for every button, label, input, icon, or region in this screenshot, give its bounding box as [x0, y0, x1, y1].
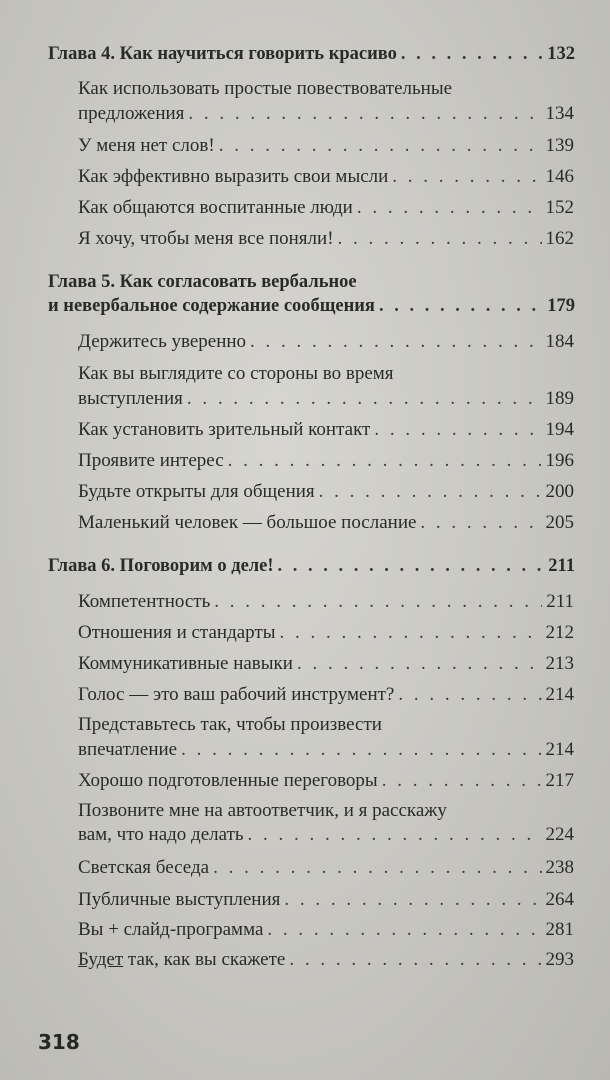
toc-item-label: Компетентность: [78, 591, 211, 612]
dot-leader: [392, 165, 541, 189]
toc-item-label: Светская беседа: [78, 857, 210, 878]
dot-leader: [420, 511, 541, 535]
dot-leader: [284, 888, 541, 912]
toc-item-label: Хорошо подготовленные переговоры: [78, 770, 378, 791]
page-number: 189: [545, 388, 574, 409]
dot-leader: [181, 738, 541, 762]
toc-item: [78, 165, 574, 189]
dot-leader: [267, 918, 541, 942]
page-number: 264: [545, 889, 574, 910]
page-number: 281: [545, 919, 574, 940]
toc-item: [78, 511, 574, 535]
dot-leader: [188, 102, 541, 126]
page-number: 224: [545, 824, 574, 845]
dot-leader: [278, 556, 545, 577]
toc-item: [78, 227, 574, 251]
toc-item: [78, 590, 574, 614]
page-number: 162: [545, 228, 574, 249]
dot-leader: [213, 856, 541, 880]
toc-item: [78, 480, 574, 504]
toc-item-label: предложения: [78, 103, 185, 124]
page-number: 293: [545, 949, 574, 970]
toc-item: [78, 823, 574, 847]
toc-item: [78, 330, 574, 354]
dot-leader: [401, 44, 543, 65]
page-number: 200: [545, 481, 574, 502]
toc-item: [78, 102, 574, 126]
toc-item: [78, 769, 574, 793]
dot-leader: [379, 296, 543, 317]
page-number: 152: [545, 197, 574, 218]
dot-leader: [338, 227, 542, 251]
page-number: 214: [545, 739, 574, 760]
page-number: 213: [545, 653, 574, 674]
chapter-4-entry: [48, 44, 575, 68]
chapter-title: Глава 4. Как научиться говорить красиво: [48, 44, 397, 64]
page-number: 214: [545, 684, 574, 705]
page-number: 139: [545, 135, 574, 156]
page-number: 196: [545, 450, 574, 471]
page-number: 184: [545, 331, 574, 352]
toc-item-label: Отношения и стандарты: [78, 622, 276, 643]
chapter-title-line: Глава 5. Как согласовать вербальное: [48, 272, 357, 292]
toc-item: [78, 387, 574, 411]
toc-item: [78, 652, 574, 676]
toc-item-label: Как общаются воспитанные люди: [78, 197, 353, 218]
dot-leader: [374, 418, 541, 442]
toc-item-label: Коммуникативные навыки: [78, 653, 293, 674]
toc-item-label: Как установить зрительный контакт: [78, 419, 371, 440]
page-number: 217: [545, 770, 574, 791]
dot-leader: [214, 590, 542, 614]
toc-item-label: впечатление: [78, 739, 178, 760]
dot-leader: [280, 621, 542, 645]
chapter-title: и невербальное содержание сообщения: [48, 296, 375, 316]
toc-item-line: Позвоните мне на автоответчик, и я расскажу: [78, 800, 447, 821]
toc-item-line: Представьтесь так, чтобы произвести: [78, 714, 382, 735]
page-number: 132: [547, 44, 575, 64]
dot-leader: [297, 652, 542, 676]
dot-leader: [248, 823, 542, 847]
page-number: 205: [545, 512, 574, 533]
dot-leader: [250, 330, 541, 354]
toc-item: [78, 918, 574, 942]
page-number: 134: [545, 103, 574, 124]
toc-item: [78, 888, 574, 912]
toc-item: [78, 948, 574, 972]
toc-item-label: Будьте открыты для общения: [78, 481, 315, 502]
toc-item: [78, 621, 574, 645]
underlined-word: Будет: [78, 949, 124, 970]
toc-item: [78, 196, 574, 220]
chapter-6-entry: [48, 556, 575, 580]
toc-item-label-rest: так, как вы скажете: [123, 949, 286, 970]
toc-item-label: Маленький человек — большое послание: [78, 512, 417, 533]
toc-item-label: Я хочу, чтобы меня все поняли!: [78, 228, 334, 249]
toc-item-line: Как использовать простые повествовательные: [78, 78, 453, 99]
toc-item-label: У меня нет слов!: [78, 135, 215, 156]
toc-item-label: выступления: [78, 388, 183, 409]
toc-item-line: Как вы выглядите со стороны во время: [78, 363, 394, 384]
page-number: 211: [548, 556, 575, 576]
toc-item-label: Держитесь уверенно: [78, 331, 247, 352]
toc-item: [78, 738, 574, 762]
page-number: 212: [545, 622, 574, 643]
page-number: 211: [546, 591, 574, 612]
dot-leader: [382, 769, 542, 793]
toc-item-label: Голос — это ваш рабочий инструмент?: [78, 684, 395, 705]
page-number: 238: [545, 857, 574, 878]
page-number: 194: [545, 419, 574, 440]
toc-item-label: Как эффективно выразить свои мысли: [78, 166, 389, 187]
toc-item: [78, 683, 574, 707]
toc-item: [78, 134, 574, 158]
dot-leader: [289, 948, 541, 972]
toc-item: [78, 856, 574, 880]
dot-leader: [228, 449, 542, 473]
toc-item: [78, 449, 574, 473]
dot-leader: [357, 196, 542, 220]
dot-leader: [219, 134, 542, 158]
toc-item-label: Публичные выступления: [78, 889, 281, 910]
chapter-title: Глава 6. Поговорим о деле!: [48, 556, 274, 576]
toc-item-label: Вы + слайд-программа: [78, 919, 264, 940]
page-number: 179: [547, 296, 575, 316]
dot-leader: [187, 387, 542, 411]
toc-item-label: вам, что надо делать: [78, 824, 244, 845]
page-folio: 318: [38, 1030, 80, 1054]
chapter-5-entry: [48, 296, 575, 320]
dot-leader: [398, 683, 541, 707]
toc-item-label: [78, 948, 285, 972]
toc-item-label: Проявите интерес: [78, 450, 224, 471]
toc-item: [78, 418, 574, 442]
dot-leader: [319, 480, 542, 504]
page-number: 146: [545, 166, 574, 187]
